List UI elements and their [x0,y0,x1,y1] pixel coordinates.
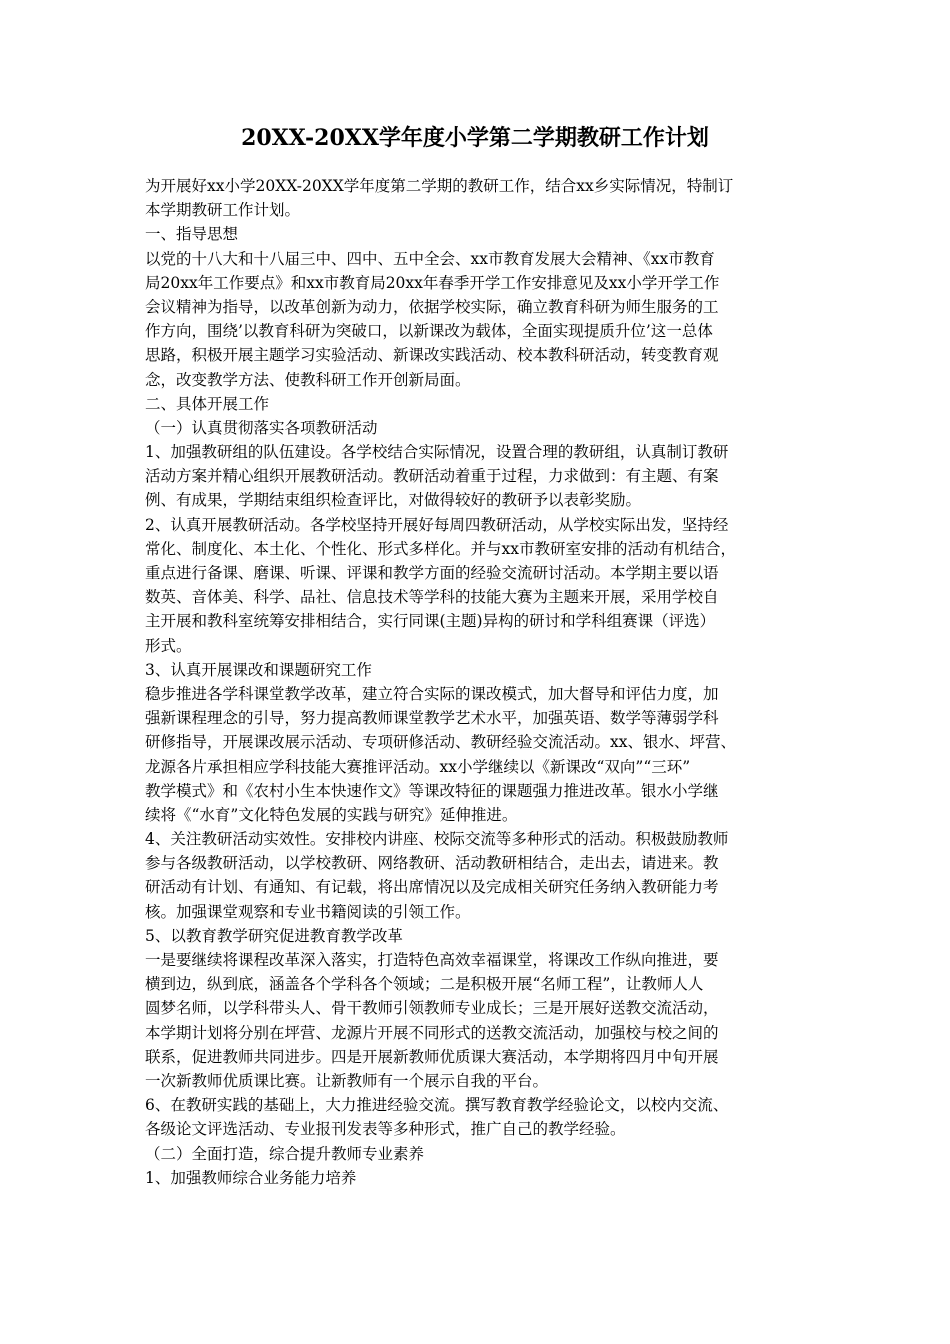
text-line: 6、在教研实践的基础上，大力推进经验交流。撰写教育教学经验论文，以校内交流、 [145,1096,729,1115]
text-line: 活动方案并精心组织开展教研活动。教研活动着重于过程，力求做到：有主题、有案 [145,467,719,486]
document-body [145,174,813,1190]
text-line: 4、关注教研活动实效性。安排校内讲座、校际交流等多种形式的活动。积极鼓励教师 [145,830,729,849]
text-line: 1、加强教研组的队伍建设。各学校结合实际情况，设置合理的教研组，认真制订教研 [145,443,729,462]
text-line: 2、认真开展教研活动。各学校坚持开展好每周四教研活动，从学校实际出发，坚持经 [145,515,729,534]
text-line: 常化、制度化、本土化、个性化、形式多样化。并与xx市教研室安排的活动有机结合， [145,539,736,558]
text-line: 形式。 [145,636,192,655]
text-line: 各级论文评选活动、专业报刊发表等多种形式，推广自己的教学经验。 [145,1120,626,1139]
text-line: 圆梦名师，以学科带头人、骨干教师引领教师专业成长；三是开展好送教交流活动， [145,999,719,1018]
text-line: 为开展好xx小学20XX-20XX学年度第二学期的教研工作，结合xx乡实际情况，特制订 [145,177,734,195]
text-line: 研活动有计划、有通知、有记载，将出席情况以及完成相关研究任务纳入教研能力考 [145,878,719,897]
text-line: （二）全面打造，综合提升教师专业素养 [145,1144,425,1163]
text-line: 稳步推进各学科课堂教学改革，建立符合实际的课改模式，加大督导和评估力度，加 [145,684,719,703]
text-line: （一）认真贯彻落实各项教研活动 [145,418,378,437]
text-line: 念，改变教学方法、使教科研工作开创新局面。 [145,370,471,389]
text-line: 核。加强课堂观察和专业书籍阅读的引领工作。 [145,902,471,921]
text-line: 龙源各片承担相应学科技能大赛推评活动。xx小学继续以《新课改“双向”“三环” [145,757,691,776]
text-line: 研修指导，开展课改展示活动、专项研修活动、教研经验交流活动。xx、银水、坪营、 [145,733,736,752]
text-line: 数英、音体美、科学、品社、信息技术等学科的技能大赛为主题来开展，采用学校自 [145,588,719,607]
text-line: 作方向，围绕’以教育科研为突破口，以新课改为载体，全面实现提质升位’这一总体 [145,322,713,341]
text-line: 联系，促进教师共同进步。四是开展新教师优质课大赛活动，本学期将四月中旬开展 [145,1047,719,1066]
text-line: 会议精神为指导，以改革创新为动力，依据学校实际，确立教育科研为师生服务的工 [145,297,719,316]
text-line: 一是要继续将课程改革深入落实，打造特色高效幸福课堂，将课改工作纵向推进，要 [145,951,719,969]
text-line: 二、具体开展工作 [145,394,270,413]
text-line: 局20xx年工作要点》和xx市教育局20xx年春季开学工作安排意见及xx小学开学工作 [145,273,720,292]
text-line: 强新课程理念的引导，努力提高教师课堂教学艺术水平，加强英语、数学等薄弱学科 [145,709,719,728]
text-line: 教学模式》和《农村小生本快速作文》等课改特征的课题强力推进改革。银水小学继 [145,781,719,800]
text-line: 本学期计划将分别在坪营、龙源片开展不同形式的送教交流活动，加强校与校之间的 [145,1023,719,1042]
text-line: 一、指导思想 [145,225,239,244]
text-line: 3、认真开展课改和课题研究工作 [145,660,372,679]
text-line: 本学期教研工作计划。 [145,201,301,220]
document-title: 20XX-20XX学年度小学第二学期教研工作计划 [241,125,709,151]
text-line: 以党的十八大和十八届三中、四中、五中全会、xx市教育发展大会精神、《xx市教育 [145,249,715,268]
text-line: 5、以教育教学研究促进教育教学改革 [145,926,403,945]
text-line: 横到边，纵到底，涵盖各个学科各个领域；二是积极开展“名师工程”，让教师人人 [145,975,704,994]
text-line: 参与各级教研活动，以学校教研、网络教研、活动教研相结合，走出去，请进来。教 [145,854,719,873]
text-line: 思路，积极开展主题学习实验活动、新课改实践活动、校本教科研活动，转变教育观 [145,346,719,365]
text-line: 主开展和教科室统筹安排相结合，实行同课(主题)异构的研讨和学科组赛课（评选） [145,612,716,631]
text-line: 一次新教师优质课比赛。让新教师有一个展示自我的平台。 [145,1071,549,1090]
text-line: 1、加强教师综合业务能力培养 [145,1168,357,1187]
text-line: 例、有成果，学期结束组织检查评比，对做得较好的教研予以表彰奖励。 [145,491,642,510]
text-line: 续将《“水育”文化特色发展的实践与研究》延伸推进。 [145,805,518,824]
text-line: 重点进行备课、磨课、听课、评课和教学方面的经验交流研讨活动。本学期主要以语 [145,564,719,582]
